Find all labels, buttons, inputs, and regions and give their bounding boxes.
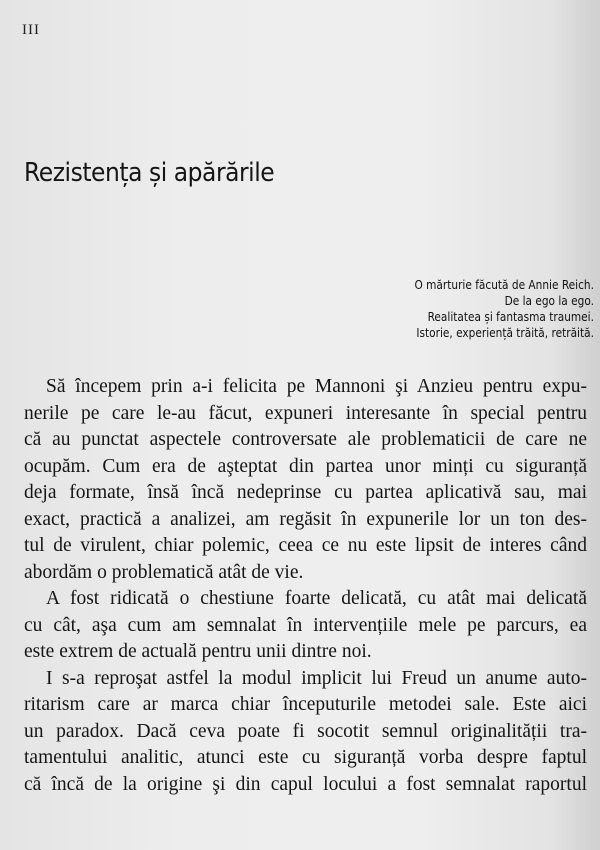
paragraph-3	[24, 666, 587, 799]
text-line: tul de virulent, chiar polemic, ceea ce nu este lipsit de interes când	[24, 535, 587, 556]
text-line: deja formate, însă încă nedeprinse cu partea aplicativă sau, mai	[24, 482, 587, 503]
chapter-title: Rezistența și apărările	[24, 158, 275, 188]
epigraph-line: Istorie, experiență trăită, retrăită.	[416, 326, 594, 340]
body-text	[24, 374, 587, 798]
text-line: un paradox. Dacă ceva poate fi socotit semnul originalității tra-	[24, 720, 587, 742]
epigraph-line: De la ego la ego.	[504, 294, 594, 308]
paragraph-2	[24, 586, 587, 666]
text-line: abordăm o problematică atât de vie.	[24, 561, 304, 583]
text-line: exact, practică a analizei, am regăsit în expunerile lor un ton des-	[24, 508, 587, 530]
text-line: Să începem prin a-i felicita pe Mannoni şi Anzieu pentru expu-	[46, 376, 587, 397]
text-line: ocupăm. Cum era de aşteptat din partea unor minți cu siguranță	[24, 455, 587, 477]
text-line: tamentului analitic, atunci este cu siguranță vorba despre faptul	[24, 747, 587, 768]
epigraph-line: O mărturie făcută de Annie Reich.	[414, 278, 594, 292]
text-line: nerile pe care le-au făcut, expuneri interesante în special pentru	[24, 402, 587, 424]
text-line: că încă de la origine şi din capul locului a fost semnalat raportul	[24, 773, 587, 795]
text-line: A fost ridicată o chestiune foarte delicată, cu atât mai delicată	[46, 588, 587, 609]
chapter-epigraph	[390, 277, 594, 341]
text-line: că au punctat aspectele controversate ale problematicii de care ne	[24, 429, 587, 450]
text-line: este extrem de actuală pentru unii dintre noi.	[24, 641, 372, 662]
text-line: cu cât, aşa cum am semnalat în intervențiile mele pe parcurs, ea	[24, 614, 587, 636]
epigraph-line: Realitatea și fantasma traumei.	[427, 310, 594, 324]
page-number: III	[22, 22, 40, 38]
text-line: ritarism care ar marca chiar începuturile metodei sale. Este aici	[24, 694, 587, 715]
paragraph-1	[24, 374, 587, 586]
text-line: I s-a reproşat astfel la modul implicit lui Freud un anume auto-	[46, 667, 587, 689]
